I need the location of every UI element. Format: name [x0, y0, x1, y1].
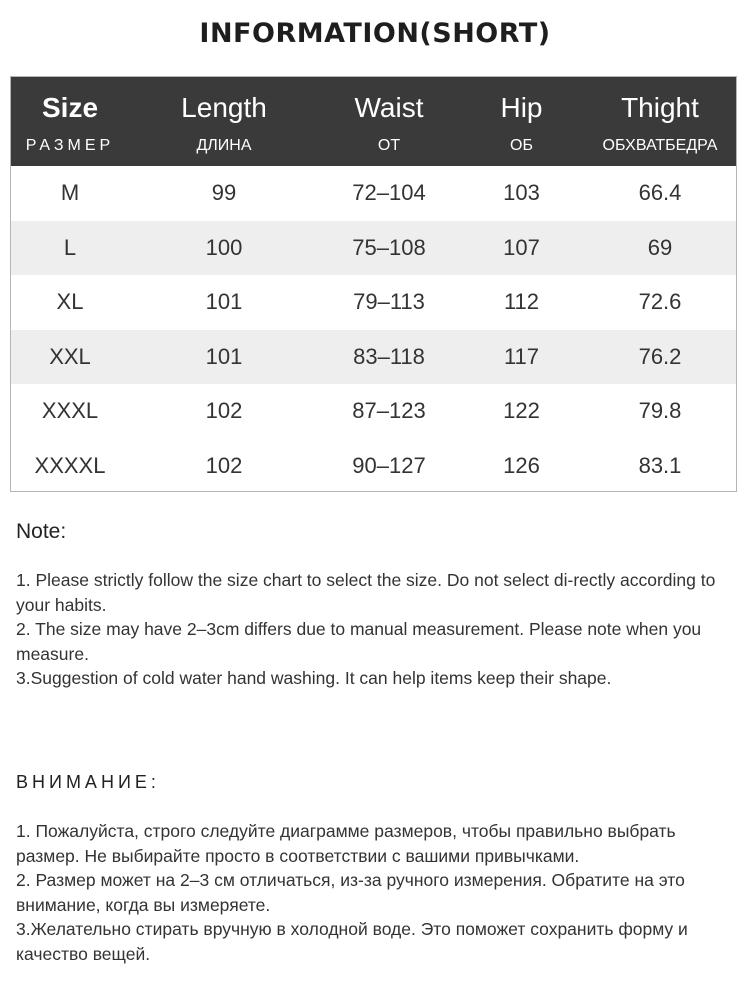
cell-length: 100 — [205, 234, 243, 260]
note-heading: ВНИМАНИЕ: — [16, 772, 160, 792]
header-length — [129, 77, 319, 166]
cell-hip: 126 — [503, 452, 540, 478]
note-heading: Note: — [16, 520, 67, 543]
header-waist — [319, 77, 459, 166]
cell-length: 102 — [205, 452, 243, 478]
header-label-en: Length — [181, 92, 267, 123]
cell-length: 101 — [205, 343, 243, 369]
cell-hip: 112 — [503, 289, 540, 315]
header-label-ru: ДЛИНА — [196, 137, 252, 154]
cell-thigh: 83.1 — [638, 452, 682, 478]
cell-waist: 90–127 — [352, 452, 426, 478]
page-title: INFORMATION(SHORT) — [199, 18, 551, 49]
header-label-en: Waist — [354, 92, 424, 123]
header-label-ru: ОБХВАТБЕДРА — [602, 137, 718, 154]
header-label-en: Hip — [500, 92, 543, 123]
note-item: 3.Suggestion of cold water hand washing. It can help items keep their shape. — [16, 668, 612, 688]
cell-size: L — [63, 234, 77, 260]
table-row — [11, 275, 736, 330]
cell-length: 101 — [205, 289, 243, 315]
table-header — [11, 77, 736, 166]
table-row — [11, 384, 736, 439]
cell-size: XXXL — [41, 398, 99, 424]
cell-size: XXXXL — [34, 452, 106, 478]
cell-waist: 75–108 — [352, 234, 426, 260]
note-item: 1. Пожалуйста, строго следуйте диаграмме размеров, чтобы правильно выбрать размер. Не выбирайте просто в соответствии с вашими привычками. — [16, 821, 676, 866]
note-item: 1. Please strictly follow the size chart to select the size. Do not select di-rectly according to your habits. — [16, 570, 716, 615]
cell-waist: 79–113 — [353, 289, 425, 315]
cell-hip: 117 — [503, 343, 540, 369]
cell-hip: 122 — [503, 398, 540, 424]
header-size — [11, 77, 129, 166]
cell-thigh: 76.2 — [638, 343, 682, 369]
table-row — [11, 221, 736, 276]
size-chart-table — [10, 76, 737, 492]
table-row — [11, 166, 736, 221]
cell-waist: 83–118 — [353, 343, 425, 369]
note-en-section — [16, 520, 736, 691]
header-label-ru: ОТ — [377, 137, 401, 154]
table-row — [11, 330, 736, 385]
cell-hip: 103 — [503, 180, 540, 206]
cell-length: 99 — [211, 180, 237, 206]
cell-waist: 87–123 — [352, 398, 426, 424]
note-item: 2. The size may have 2–3cm differs due to manual measurement. Please note when you measure. — [16, 619, 702, 664]
table-row — [11, 439, 736, 493]
header-label-en: Size — [41, 92, 99, 123]
note-ru-section — [16, 772, 736, 966]
cell-thigh: 66.4 — [638, 180, 682, 206]
header-label-ru: ОБ — [510, 137, 533, 154]
header-hip — [459, 77, 584, 166]
header-thigh — [584, 77, 736, 166]
note-item: 2. Размер может на 2–3 см отличаться, из-за ручного измерения. Обратите на это внимание, когда вы измеряете. — [16, 870, 685, 915]
cell-waist: 72–104 — [352, 180, 426, 206]
cell-length: 102 — [205, 398, 243, 424]
header-label-ru: РАЗМЕР — [25, 137, 115, 154]
cell-thigh: 69 — [647, 234, 673, 260]
cell-hip: 107 — [503, 234, 540, 260]
header-label-en: Thight — [621, 92, 699, 123]
note-item: 3.Желательно стирать вручную в холодной воде. Это поможет сохранить форму и качество вещей. — [16, 919, 688, 964]
cell-thigh: 72.6 — [638, 289, 682, 315]
cell-size: XXL — [49, 343, 91, 369]
cell-thigh: 79.8 — [638, 398, 682, 424]
cell-size: M — [60, 180, 80, 206]
cell-size: XL — [56, 289, 84, 315]
